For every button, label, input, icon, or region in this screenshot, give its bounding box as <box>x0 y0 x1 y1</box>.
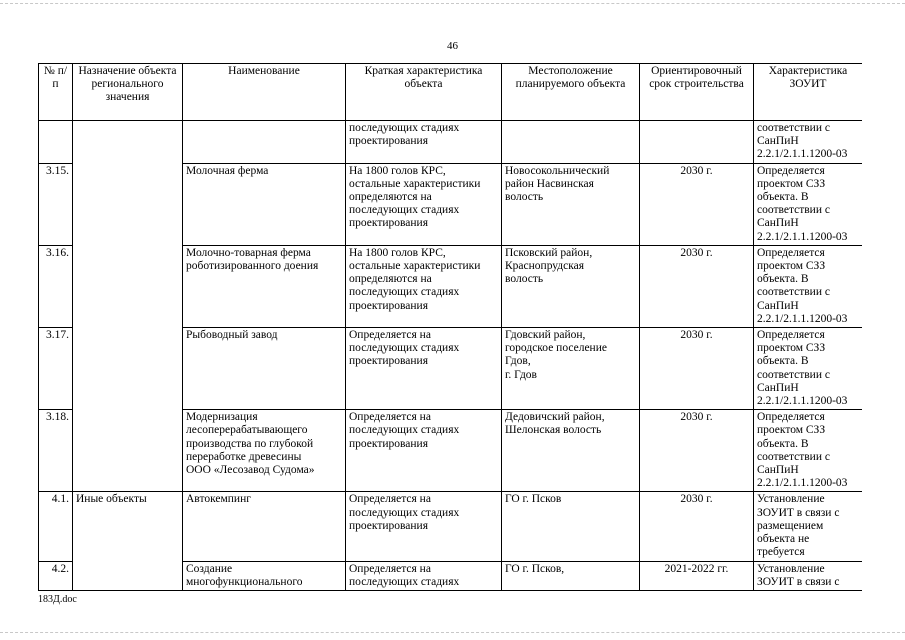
row-name-line: Автокемпинг <box>186 493 251 506</box>
row-location-line: ГО г. Псков, <box>505 562 565 575</box>
row-location-line: Гдов, <box>505 355 531 368</box>
page-bottom-edge <box>0 632 905 633</box>
row-name <box>183 492 346 561</box>
row-zouit-line: 2.2.1/2.1.1.1200-03 <box>757 312 848 325</box>
row-description-line: последующих стадиях <box>349 424 460 437</box>
row-description <box>346 245 502 327</box>
row-period: 2030 г. <box>640 163 754 245</box>
row-zouit-line: Установление <box>757 493 825 506</box>
row-period <box>640 121 754 164</box>
row-zouit-line: соответствии с <box>757 286 830 299</box>
row-zouit-line: объекта. В <box>757 191 809 204</box>
document-filename: 183Д.doc <box>38 594 77 605</box>
row-zouit <box>754 561 863 590</box>
row-zouit <box>754 245 863 327</box>
row-location-line: Краснопрудская <box>505 260 585 273</box>
row-purpose <box>73 121 183 492</box>
row-name-line: Модернизация <box>186 411 258 424</box>
page-top-edge <box>0 3 905 4</box>
row-location <box>502 245 640 327</box>
row-description-line: Определяется на <box>349 562 431 575</box>
row-number: 4.1. <box>39 492 73 561</box>
row-description-line: Определяется на <box>349 411 431 424</box>
row-name <box>183 163 346 245</box>
row-zouit-line: 2.2.1/2.1.1.1200-03 <box>757 230 848 243</box>
table-row <box>39 492 863 561</box>
row-zouit-line: ЗОУИТ в связи с <box>757 575 840 588</box>
row-location-line: район Насвинская <box>505 177 594 190</box>
row-zouit-line: ЗОУИТ в связи с <box>757 506 840 519</box>
row-period: 2021-2022 гг. <box>640 561 754 590</box>
row-name-line: лесоперерабатывающего <box>186 424 308 437</box>
row-zouit-line: Определяется <box>757 411 825 424</box>
row-zouit-line: объекта. В <box>757 437 809 450</box>
row-zouit-line: СанПиН <box>757 217 799 230</box>
row-name-line: Рыбоводный завод <box>186 329 278 342</box>
row-description-line: последующих стадиях <box>349 575 460 588</box>
row-zouit-line: СанПиН <box>757 464 799 477</box>
row-name <box>183 245 346 327</box>
row-number: 4.2. <box>39 561 73 590</box>
row-zouit-line: 2.2.1/2.1.1.1200-03 <box>757 148 848 161</box>
row-description-line: последующих стадиях <box>349 342 460 355</box>
row-description-line: Определяется на <box>349 493 431 506</box>
row-name-line: Молочно-товарная ферма <box>186 246 311 259</box>
row-zouit <box>754 328 863 410</box>
row-description-line: проектирования <box>349 299 428 312</box>
row-period: 2030 г. <box>640 245 754 327</box>
row-location-line: ГО г. Псков <box>505 493 562 506</box>
row-description-line: определяются на <box>349 191 432 204</box>
row-zouit-line: проектом СЗЗ <box>757 424 826 437</box>
row-location-line: волость <box>505 191 544 204</box>
row-location <box>502 121 640 164</box>
row-description-line: Определяется на <box>349 329 431 342</box>
row-zouit-line: проектом СЗЗ <box>757 342 826 355</box>
row-location <box>502 410 640 492</box>
row-zouit-line: 2.2.1/2.1.1.1200-03 <box>757 395 848 408</box>
row-zouit-line: СанПиН <box>757 381 799 394</box>
row-description-line: остальные характеристики <box>349 177 481 190</box>
row-description-line: На 1800 голов КРС, <box>349 246 446 259</box>
column-header-description: Краткая характеристика объекта <box>346 64 502 121</box>
row-name <box>183 410 346 492</box>
column-header-zouit: Характеристика ЗОУИТ <box>754 64 863 121</box>
row-zouit <box>754 121 863 164</box>
row-description-line: последующих стадиях <box>349 506 460 519</box>
table-body <box>39 121 863 591</box>
row-description <box>346 492 502 561</box>
row-number: 3.17. <box>39 328 73 410</box>
row-zouit-line: СанПиН <box>757 135 799 148</box>
row-zouit-line: объекта не <box>757 533 810 546</box>
row-name-line: многофункционального <box>186 575 303 588</box>
row-name-line: Создание <box>186 562 233 575</box>
row-zouit <box>754 410 863 492</box>
row-description-line: последующих стадиях <box>349 122 460 134</box>
objects-table <box>38 63 862 591</box>
row-zouit-line: Определяется <box>757 329 825 342</box>
row-location-line: Псковский район, <box>505 246 593 259</box>
row-description <box>346 410 502 492</box>
table-header-row <box>39 64 863 121</box>
row-description-line: последующих стадиях <box>349 286 460 299</box>
row-location-line: Новосокольнический <box>505 164 610 177</box>
row-name <box>183 561 346 590</box>
row-zouit-line: соответствии с <box>757 450 830 463</box>
column-header-name: Наименование <box>183 64 346 121</box>
row-zouit <box>754 492 863 561</box>
row-number <box>39 121 73 164</box>
row-name-line: ООО «Лесозавод Судома» <box>186 464 315 477</box>
row-description-line: проектирования <box>349 135 428 148</box>
row-period: 2030 г. <box>640 492 754 561</box>
row-description-line: остальные характеристики <box>349 260 481 273</box>
row-name-line: переработке древесины <box>186 450 302 463</box>
row-name <box>183 121 346 164</box>
row-zouit-line: Определяется <box>757 246 825 259</box>
column-header-number: № п/п <box>39 64 73 121</box>
row-location-line: Гдовский район, <box>505 329 586 342</box>
table-container <box>38 63 862 593</box>
row-description-line: проектирования <box>349 217 428 230</box>
row-zouit-line: Установление <box>757 562 825 575</box>
row-zouit-line: СанПиН <box>757 299 799 312</box>
row-description-line: проектирования <box>349 519 428 532</box>
row-zouit-line: соответствии с <box>757 204 830 217</box>
row-description <box>346 163 502 245</box>
row-description-line: На 1800 голов КРС, <box>349 164 446 177</box>
row-zouit <box>754 163 863 245</box>
table-row <box>39 121 863 164</box>
row-description-line: последующих стадиях <box>349 204 460 217</box>
row-zouit-line: Определяется <box>757 164 825 177</box>
row-period: 2030 г. <box>640 328 754 410</box>
row-description-line: проектирования <box>349 437 428 450</box>
row-purpose: Иные объекты <box>73 492 183 590</box>
row-zouit-line: соответствии с <box>757 368 830 381</box>
row-number: 3.18. <box>39 410 73 492</box>
row-zouit-line: 2.2.1/2.1.1.1200-03 <box>757 477 848 490</box>
row-name-line: Молочная ферма <box>186 164 269 177</box>
row-location <box>502 492 640 561</box>
row-number: 3.15. <box>39 163 73 245</box>
column-header-location: Местоположение планируемого объекта <box>502 64 640 121</box>
row-location-line: г. Гдов <box>505 368 537 381</box>
row-number: 3.16. <box>39 245 73 327</box>
column-header-purpose: Назначение объекта регионального значения <box>73 64 183 121</box>
row-location <box>502 328 640 410</box>
row-zouit-line: проектом СЗЗ <box>757 177 826 190</box>
row-description <box>346 328 502 410</box>
row-description <box>346 561 502 590</box>
row-description-line: определяются на <box>349 273 432 286</box>
row-location-line: Дедовичский район, <box>505 411 605 424</box>
row-zouit-line: соответствии с <box>757 122 830 134</box>
row-name-line: роботизированного доения <box>186 260 319 273</box>
row-description-line: проектирования <box>349 355 428 368</box>
row-location <box>502 163 640 245</box>
page-number: 46 <box>447 40 458 52</box>
column-header-period: Ориентировочный срок строительства <box>640 64 754 121</box>
row-location <box>502 561 640 590</box>
row-description <box>346 121 502 164</box>
row-zouit-line: объекта. В <box>757 273 809 286</box>
row-zouit-line: размещением <box>757 519 824 532</box>
row-zouit-line: требуется <box>757 546 805 559</box>
row-location-line: Шелонская волость <box>505 424 602 437</box>
row-zouit-line: объекта. В <box>757 355 809 368</box>
row-location-line: волость <box>505 273 544 286</box>
row-name <box>183 328 346 410</box>
row-zouit-line: проектом СЗЗ <box>757 260 826 273</box>
row-name-line: производства по глубокой <box>186 437 314 450</box>
row-period: 2030 г. <box>640 410 754 492</box>
row-location-line: городское поселение <box>505 342 607 355</box>
